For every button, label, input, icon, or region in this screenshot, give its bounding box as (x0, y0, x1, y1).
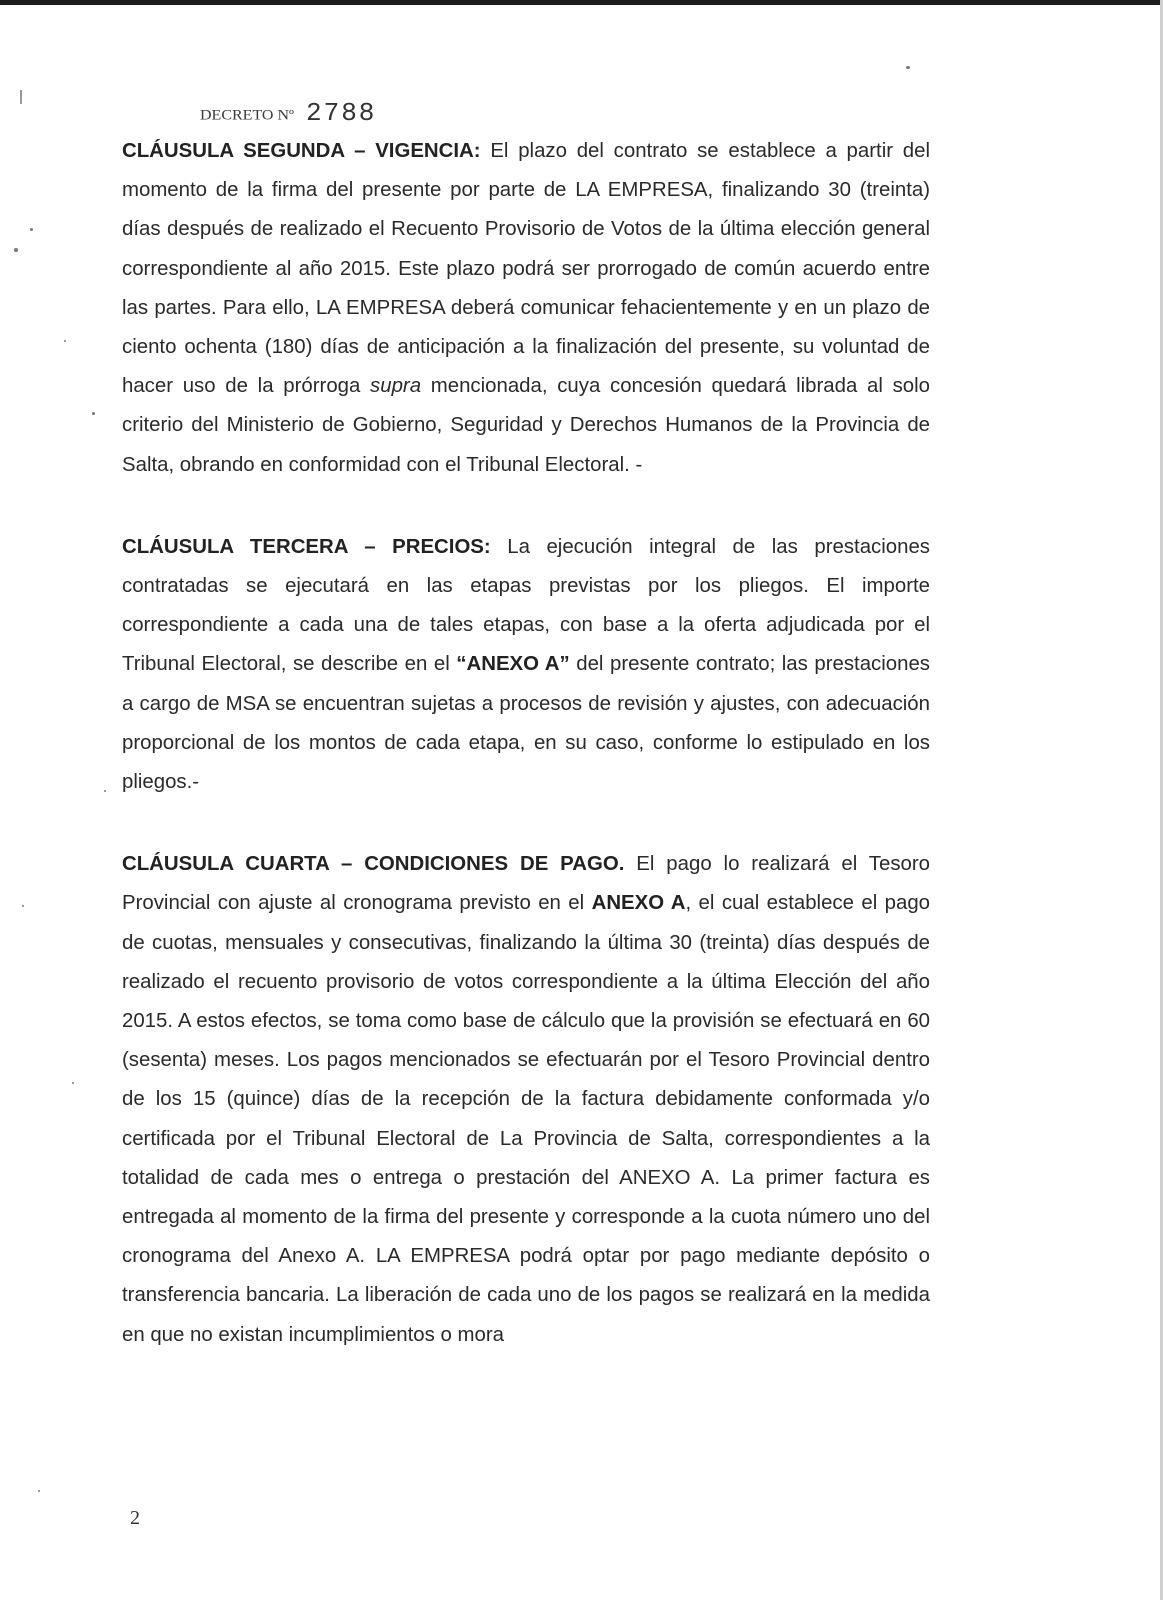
scan-speck (64, 340, 66, 342)
page-number: 2 (130, 1507, 140, 1529)
scan-speck (72, 1082, 74, 1084)
scan-speck (20, 90, 22, 104)
clause-tercera (122, 528, 930, 802)
clause-heading: CLÁUSULA TERCERA – PRECIOS: (122, 535, 491, 558)
clause-text: El plazo del contrato se establece a partir del momento de la firma del presente por parte de LA EMPRESA, finalizando 30 (treinta) días después de realizado el Recuento Provisorio de Votos de la última elección general correspondiente al año 2015. Este plazo podrá ser prorrogado de común acuerdo entre las partes. Para ello, LA EMPRESA deberá comunicar fehacientemente y en un plazo de ciento ochenta (180) días de anticipación a la finalización del presente, su voluntad de hacer uso de la prórroga (122, 140, 930, 398)
clause-emphasis: supra (370, 375, 422, 398)
clause-heading: CLÁUSULA SEGUNDA – VIGENCIA: (122, 140, 481, 162)
clause-text: mencionada, cuya concesión quedará librada al solo criterio del Ministerio de Gobierno, Seguridad y Derechos Humanos de la Provincia de Salta, obrando en conformidad con el Tribunal Electoral. - (122, 375, 930, 476)
scan-top-edge (0, 0, 1163, 5)
scan-speck (30, 228, 33, 231)
clause-text: La ejecución integral de las prestaciones contratadas se ejecutará en las etapas previstas por los pliegos. El importe correspondiente a cada una de tales etapas, con base a la oferta adjudicada por el Tribunal Electoral, se describe en el (122, 535, 930, 676)
document-body (122, 132, 930, 1355)
scan-speck (906, 66, 910, 69)
clause-text: , el cual establece el pago de cuotas, mensuales y consecutivas, finalizando la última 30 (treinta) días después de realizado el recuento provisorio de votos correspondiente a la última Elección del año 2015. A estos efectos, se toma como base de cálculo que la provisión se efectuará en 60 (sesenta) meses. Los pagos mencionados se efectuarán por el Tesoro Provincial dentro de los 15 (quince) días de la recepción de la factura debidamente conformada y/o certificada por el Tribunal Electoral de La Provincia de Salta, correspondientes a la totalidad de cada mes o entrega o prestación del ANEXO A. La primer factura es entregada al momento de la firma del presente y corresponde a la cuota número uno del cronograma del Anexo A. LA EMPRESA podrá optar por pago mediante depósito o transferencia bancaria. La liberación de cada uno de los pagos se realizará en la medida en que no existan incumplimientos o mora (122, 892, 930, 1346)
clause-text: El pago lo realizará el Tesoro Provincial con ajuste al cronograma previsto en el (122, 853, 930, 915)
clause-heading: CLÁUSULA CUARTA – CONDICIONES DE PAGO. (122, 853, 625, 876)
clause-bold-reference: ANEXO A (591, 892, 686, 915)
clause-text: del presente contrato; las prestaciones a cargo de MSA se encuentran sujetas a procesos de revisión y ajustes, con adecuación proporcional de los montos de cada etapa, en su caso, conforme lo estipulado en los pliegos.- (122, 653, 930, 794)
scan-speck (38, 1490, 40, 1492)
scan-speck (92, 412, 95, 415)
decree-number: 2788 (306, 98, 377, 128)
clause-segunda (122, 132, 930, 485)
decree-stamp (200, 98, 376, 128)
scan-speck (14, 248, 18, 252)
scan-speck (22, 905, 24, 907)
clause-bold-reference: “ANEXO A” (456, 653, 570, 676)
scan-speck (104, 790, 106, 792)
clause-cuarta (122, 845, 930, 1355)
decree-label: DECRETO Nº (200, 107, 294, 124)
